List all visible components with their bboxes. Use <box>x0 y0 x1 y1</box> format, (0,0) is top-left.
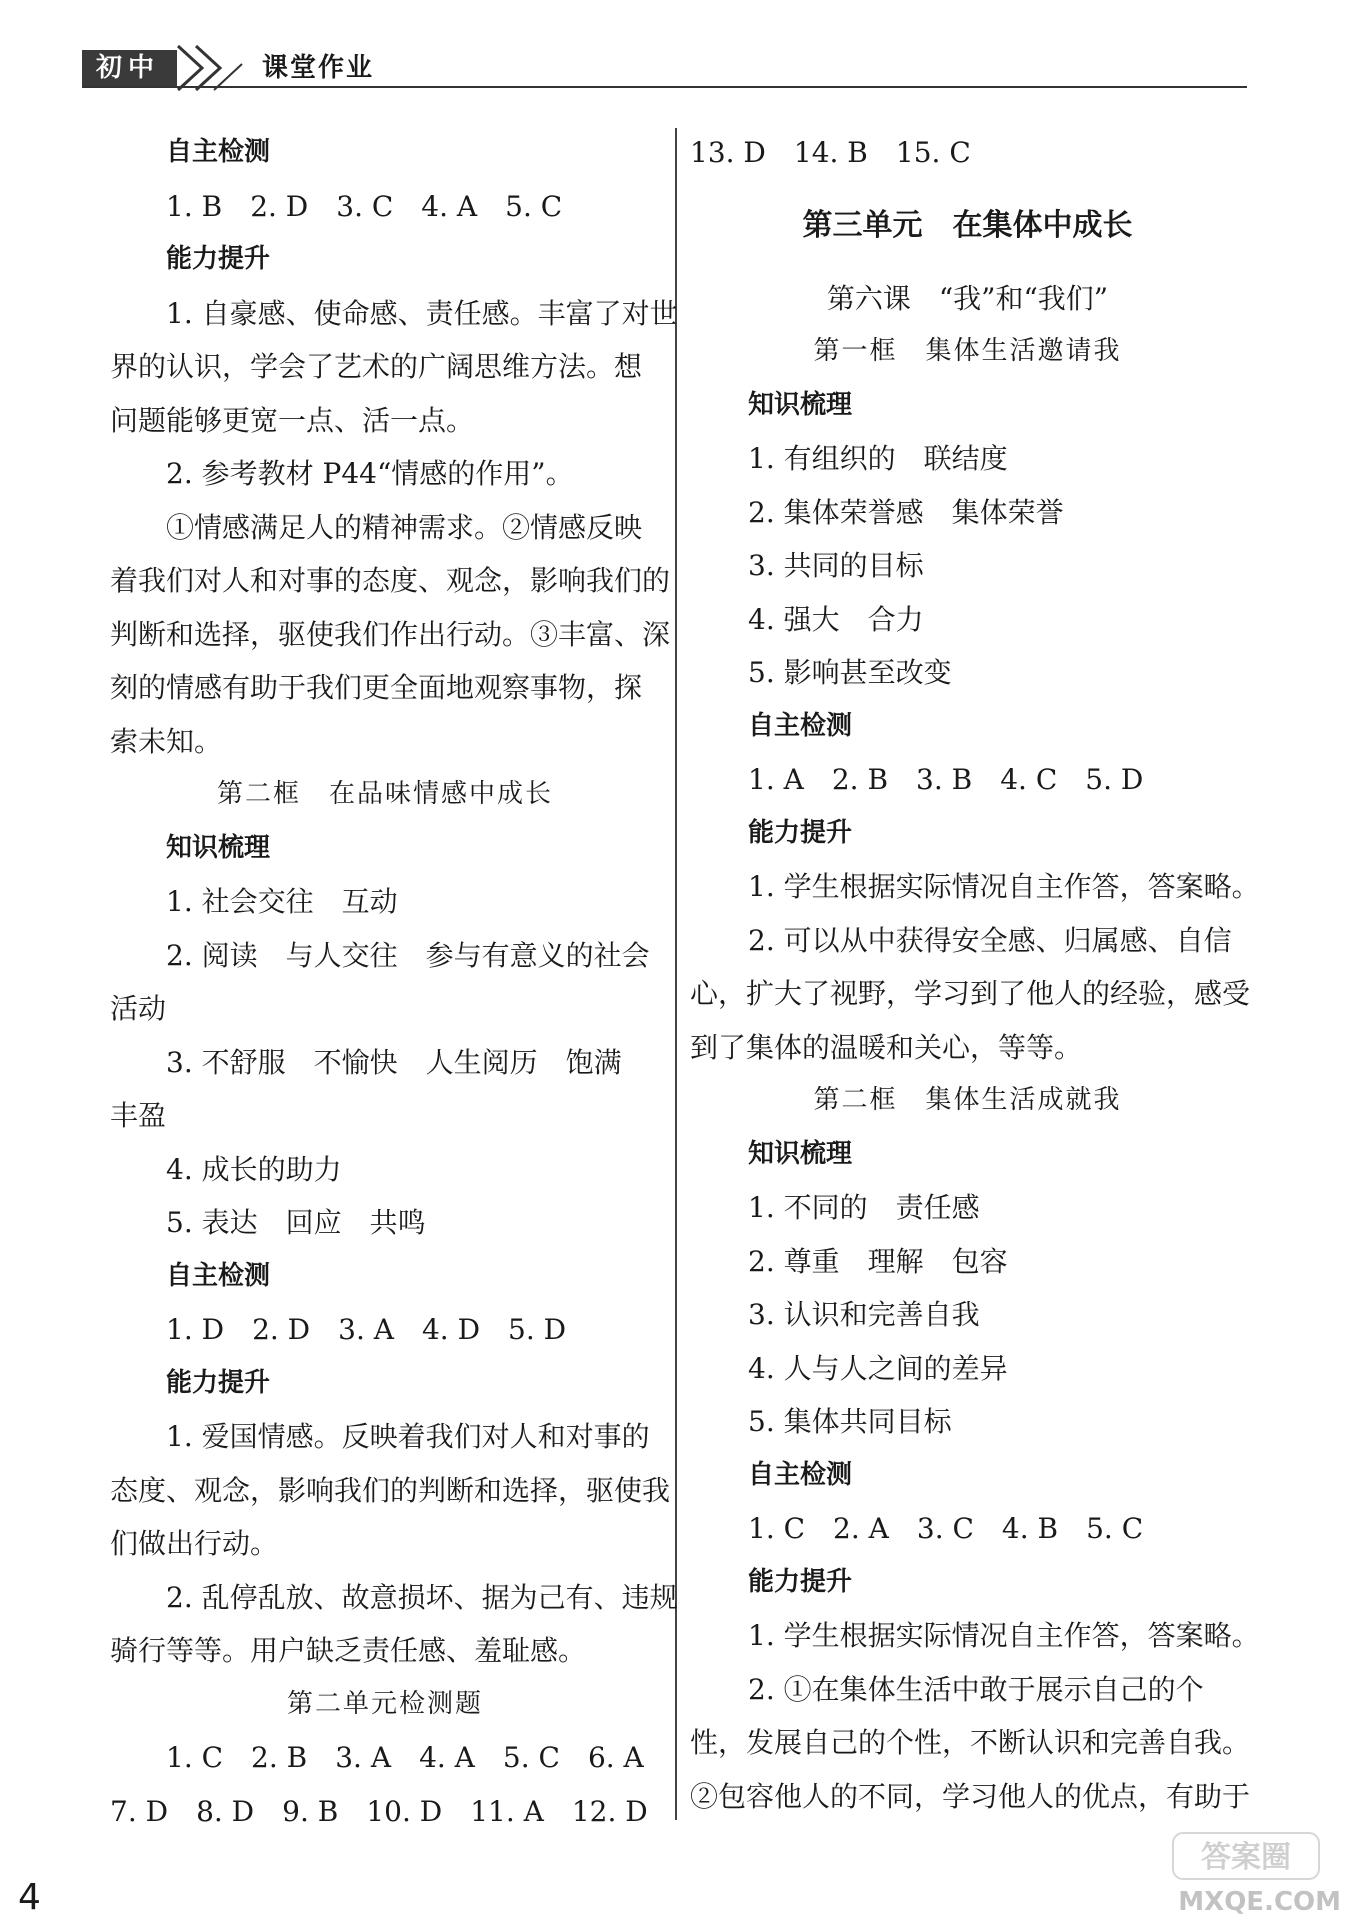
paragraph-line: 们做出行动。 <box>110 1527 279 1560</box>
paragraph-line: 2. 阅读 与人交往 参与有意义的社会 <box>166 938 650 972</box>
paragraph-line: 3. 不舒服 不愉快 人生阅历 饱满 <box>166 1045 622 1079</box>
watermark-logo <box>1171 1829 1321 1889</box>
section-heading: 能力提升 <box>748 817 853 848</box>
paragraph-line: 丰盈 <box>110 1099 167 1132</box>
subsection-title: 第二框 在品味情感中成长 <box>216 779 553 809</box>
section-heading: 自主检测 <box>166 137 271 167</box>
section-heading: 能力提升 <box>748 1566 853 1597</box>
header-title: 课堂作业 <box>262 53 375 83</box>
header-rule <box>82 86 1247 88</box>
paragraph-line: 2. 尊重 理解 包容 <box>748 1244 1008 1278</box>
subsection-title: 第二框 集体生活成就我 <box>813 1085 1122 1115</box>
page-number: 4 <box>18 1877 41 1918</box>
paragraph-line: 2. 可以从中获得安全感、归属感、自信 <box>748 923 1232 957</box>
section-heading: 知识梳理 <box>748 1138 853 1169</box>
paragraph-line: 1. D 2. D 3. A 4. D 5. D <box>166 1313 567 1346</box>
paragraph-line: 1. 学生根据实际情况自主作答，答案略。 <box>748 1619 1260 1652</box>
paragraph-line: 判断和选择，驱使我们作出行动。③丰富、深 <box>110 617 671 651</box>
paragraph-line: 13. D 14. B 15. C <box>690 136 971 169</box>
paragraph-line: 1. C 2. B 3. A 4. A 5. C 6. A <box>166 1741 644 1774</box>
paragraph-line: 2. 参考教材 P44“情感的作用”。 <box>166 457 574 490</box>
paragraph-line: 心，扩大了视野，学习到了他人的经验，感受 <box>690 977 1251 1010</box>
paragraph-line: 着我们对人和对事的态度、观念，影响我们的 <box>110 564 671 597</box>
paragraph-line: ①情感满足人的精神需求。②情感反映 <box>166 510 643 544</box>
paragraph-line: 5. 集体共同目标 <box>748 1405 952 1438</box>
paragraph-line: 2. 集体荣誉感 集体荣誉 <box>748 495 1064 529</box>
paragraph-line: 态度、观念，影响我们的判断和选择，驱使我 <box>110 1473 671 1507</box>
paragraph-line: 3. 认识和完善自我 <box>748 1298 980 1331</box>
paragraph-line: 5. 表达 回应 共鸣 <box>166 1206 426 1239</box>
paragraph-line: 4. 强大 合力 <box>748 602 924 636</box>
paragraph-line: 1. 不同的 责任感 <box>748 1191 980 1224</box>
header-tab: 初中 <box>82 50 177 86</box>
paragraph-line: 1. 自豪感、使命感、责任感。丰富了对世 <box>166 296 678 330</box>
paragraph-line: 4. 成长的助力 <box>166 1152 342 1186</box>
paragraph-line: 问题能够更宽一点、活一点。 <box>110 403 475 437</box>
section-heading: 能力提升 <box>166 244 271 274</box>
left-column <box>110 126 678 1838</box>
right-column <box>690 126 1260 1823</box>
paragraph-line: 3. 共同的目标 <box>748 549 924 582</box>
paragraph-line: 性，发展自己的个性，不断认识和完善自我。 <box>690 1726 1251 1759</box>
lesson-title: 第六课 “我”和“我们” <box>826 281 1109 315</box>
paragraph-line: 2. 乱停乱放、故意损坏、据为己有、违规 <box>166 1580 678 1614</box>
paragraph-line: 1. C 2. A 3. C 4. B 5. C <box>748 1512 1144 1545</box>
paragraph-line: 5. 影响甚至改变 <box>748 656 952 689</box>
paragraph-line: 7. D 8. D 9. B 10. D 11. A 12. D <box>110 1794 648 1828</box>
subsection-title: 第一框 集体生活邀请我 <box>813 336 1122 366</box>
paragraph-line: 2. ①在集体生活中敢于展示自己的个 <box>748 1672 1204 1706</box>
paragraph-line: 1. 社会交往 互动 <box>166 885 398 918</box>
section-heading: 自主检测 <box>748 710 853 741</box>
unit-title: 第三单元 在集体中成长 <box>802 207 1133 243</box>
paragraph-line: 1. B 2. D 3. C 4. A 5. C <box>166 189 563 223</box>
paragraph-line: 1. 有组织的 联结度 <box>748 442 1008 475</box>
section-heading: 自主检测 <box>748 1459 853 1490</box>
paragraph-line: 4. 人与人之间的差异 <box>748 1351 1008 1385</box>
section-heading: 能力提升 <box>166 1367 271 1398</box>
watermark-url: MXQE.COM <box>1178 1887 1341 1917</box>
paragraph-line: 活动 <box>110 992 167 1025</box>
paragraph-line: 1. A 2. B 3. B 4. C 5. D <box>748 763 1144 796</box>
paragraph-line: 刻的情感有助于我们更全面地观察事物，探 <box>110 671 643 704</box>
watermark-text: 答案圈 <box>1201 1840 1291 1875</box>
paragraph-line: ②包容他人的不同，学习他人的优点，有助于 <box>690 1779 1251 1813</box>
section-heading: 知识梳理 <box>166 832 271 863</box>
paragraph-line: 骑行等等。用户缺乏责任感、羞耻感。 <box>110 1634 587 1667</box>
paragraph-line: 界的认识，学会了艺术的广阔思维方法。想 <box>110 350 643 383</box>
paragraph-line: 1. 爱国情感。反映着我们对人和对事的 <box>166 1420 650 1453</box>
subsection-title: 第二单元检测题 <box>286 1688 483 1719</box>
section-heading: 知识梳理 <box>748 389 853 420</box>
column-divider <box>675 128 677 1820</box>
paragraph-line: 到了集体的温暖和关心，等等。 <box>690 1030 1083 1064</box>
paragraph-line: 1. 学生根据实际情况自主作答，答案略。 <box>748 870 1260 903</box>
page-header <box>82 50 1247 88</box>
paragraph-line: 索未知。 <box>110 724 223 758</box>
section-heading: 自主检测 <box>166 1260 271 1291</box>
